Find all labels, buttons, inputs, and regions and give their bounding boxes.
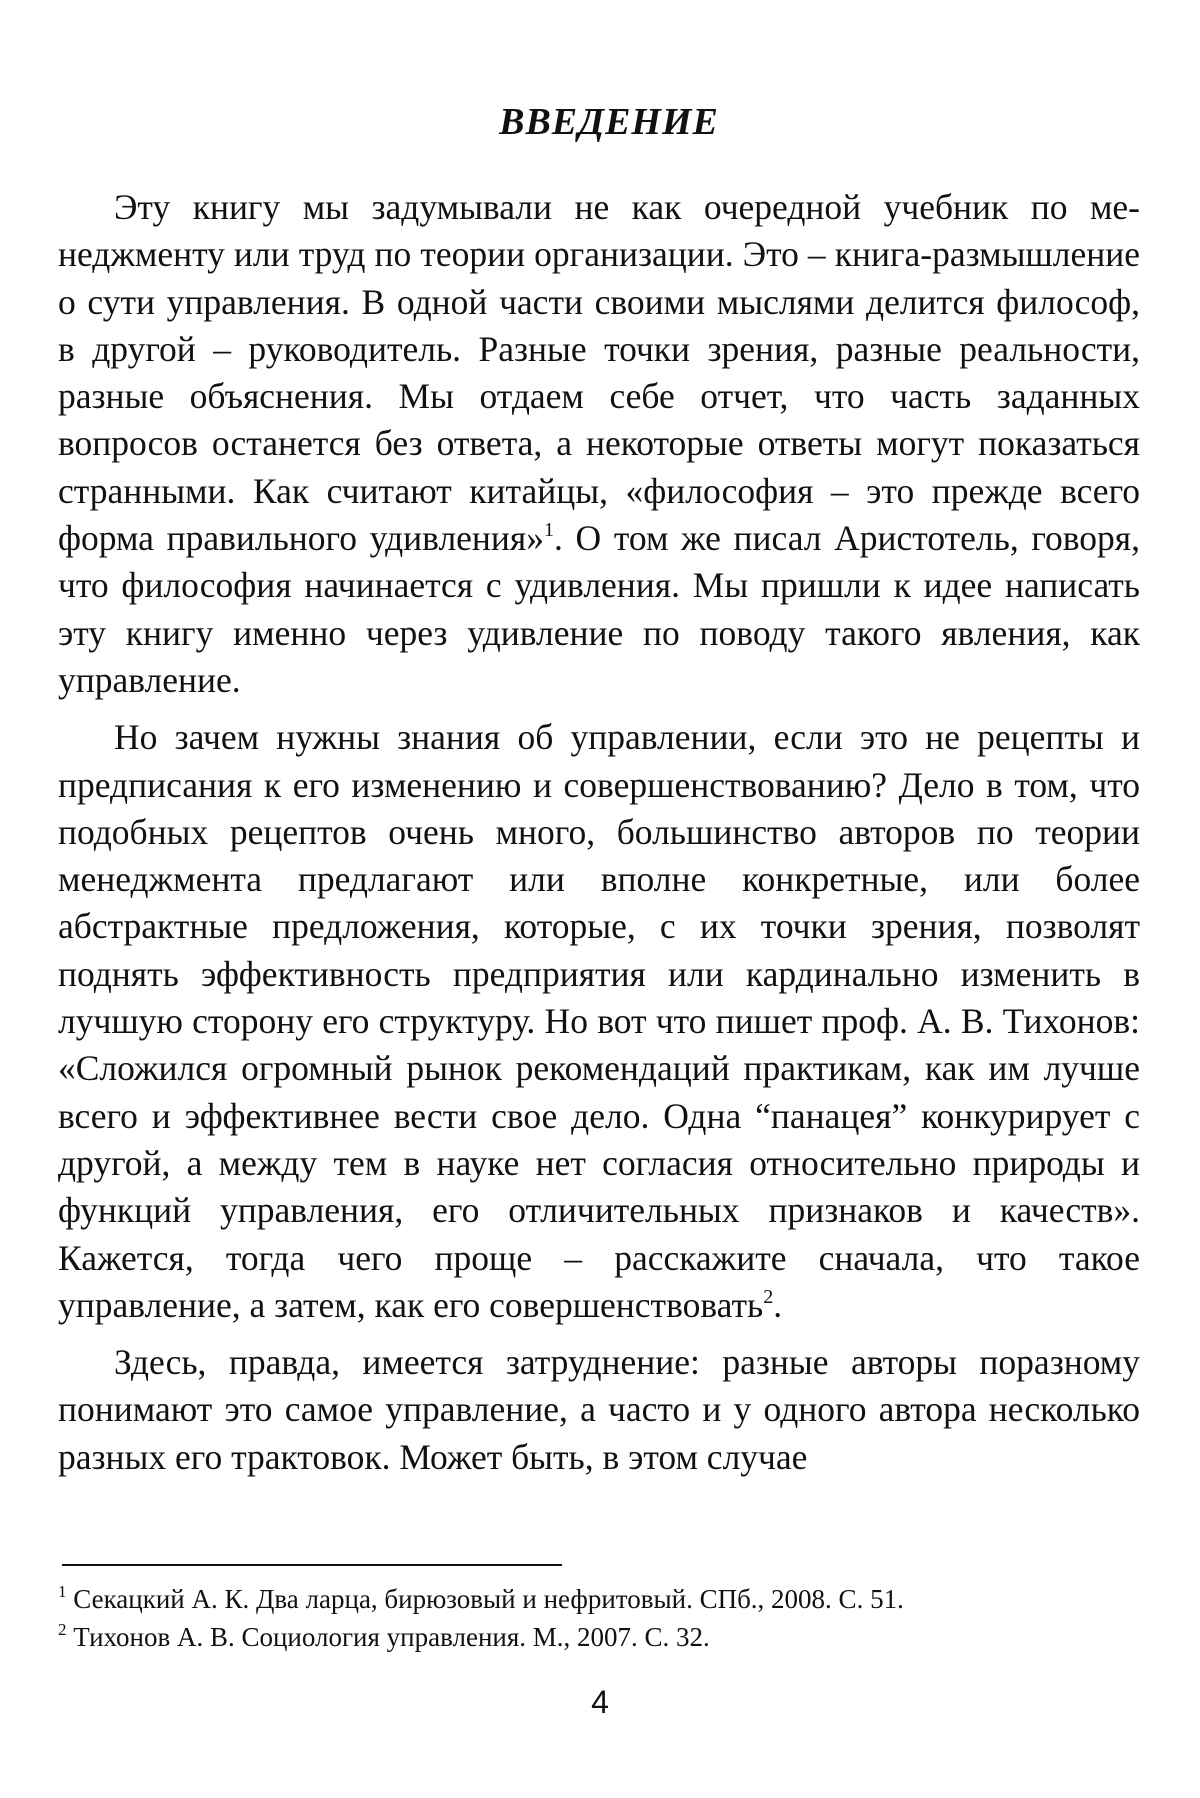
paragraph-1-text-end: . О том же писал Аристотель, говоря, что философия начинается с удивления. Мы пришли к идее написать эту книгу именно через удивление по поводу такого явления, как управление. — [58, 518, 1140, 700]
paragraph-3 — [58, 1339, 1140, 1481]
footnote-1 — [58, 1580, 1140, 1618]
footnote-2-text: Тихонов А. В. Социология управления. М., 2007. С. 32. — [73, 1622, 710, 1652]
paragraph-2-text: Но зачем нужны знания об управлении, если это не рецепты и предписания к его изменению и совершенствованию? Дело в том, что подобных рецептов очень много, большинство авторов по теории менеджмента предлагают или вполне конкретные, или более абстрактные предложения, которые, с их точки зрения, позволят поднять эффективность предприятия или кардинально изменить в лучшую сторону его структуру. Но вот что пишет проф. А. В. Тихонов: «Сложился огромный рынок рекомендаций практикам, как им лучше всего и эффективнее вести свое дело. Одна “панацея” конкурирует с другой, а между тем в науке нет согласия относительно природы и функций управления, его отличительных признаков и качеств». Кажется, тогда чего проще – расскажите сначала, что такое управление, а затем, как его совершенствовать — [58, 717, 1140, 1325]
footnote-2 — [58, 1618, 1140, 1656]
chapter-title: ВВЕДЕНИЕ — [499, 101, 719, 143]
paragraph-2 — [58, 714, 1140, 1329]
paragraph-1 — [58, 184, 1140, 704]
page-number: 4 — [591, 1684, 609, 1720]
footnote-1-text: Секацкий А. К. Два ларца, бирюзовый и нефритовый. СПб., 2008. С. 51. — [73, 1584, 904, 1614]
footnote-mark-2: 2 — [58, 1620, 67, 1639]
footnote-divider — [62, 1564, 562, 1566]
footnote-mark-1: 1 — [58, 1582, 67, 1601]
page-body — [58, 100, 1140, 1481]
paragraph-1-text: Эту книгу мы задумывали не как очередной учебник по менеджменту или труд по теории организации. Это – книга-размышление о сути управления. В одной части своими мыслями делится философ, в другой – руководитель. Разные точки зрения, разные реальности, разные объяснения. Мы отдаем себе отчет, что часть заданных вопросов останется без ответа, а некоторые ответы могут показаться странными. Как считают китайцы, «философия – это прежде всего форма правильного удивления» — [58, 187, 1140, 559]
paragraph-2-text-end: . — [773, 1284, 783, 1325]
paragraph-3-text: Здесь, правда, имеется затруднение: разные авторы поразному понимают это самое управление, а часто и у одного автора несколько разных его трактовок. Может быть, в этом случае — [58, 1342, 1140, 1477]
footnote-ref-1: 1 — [544, 519, 555, 542]
footnote-ref-2: 2 — [763, 1285, 774, 1308]
footnotes — [58, 1564, 1140, 1656]
